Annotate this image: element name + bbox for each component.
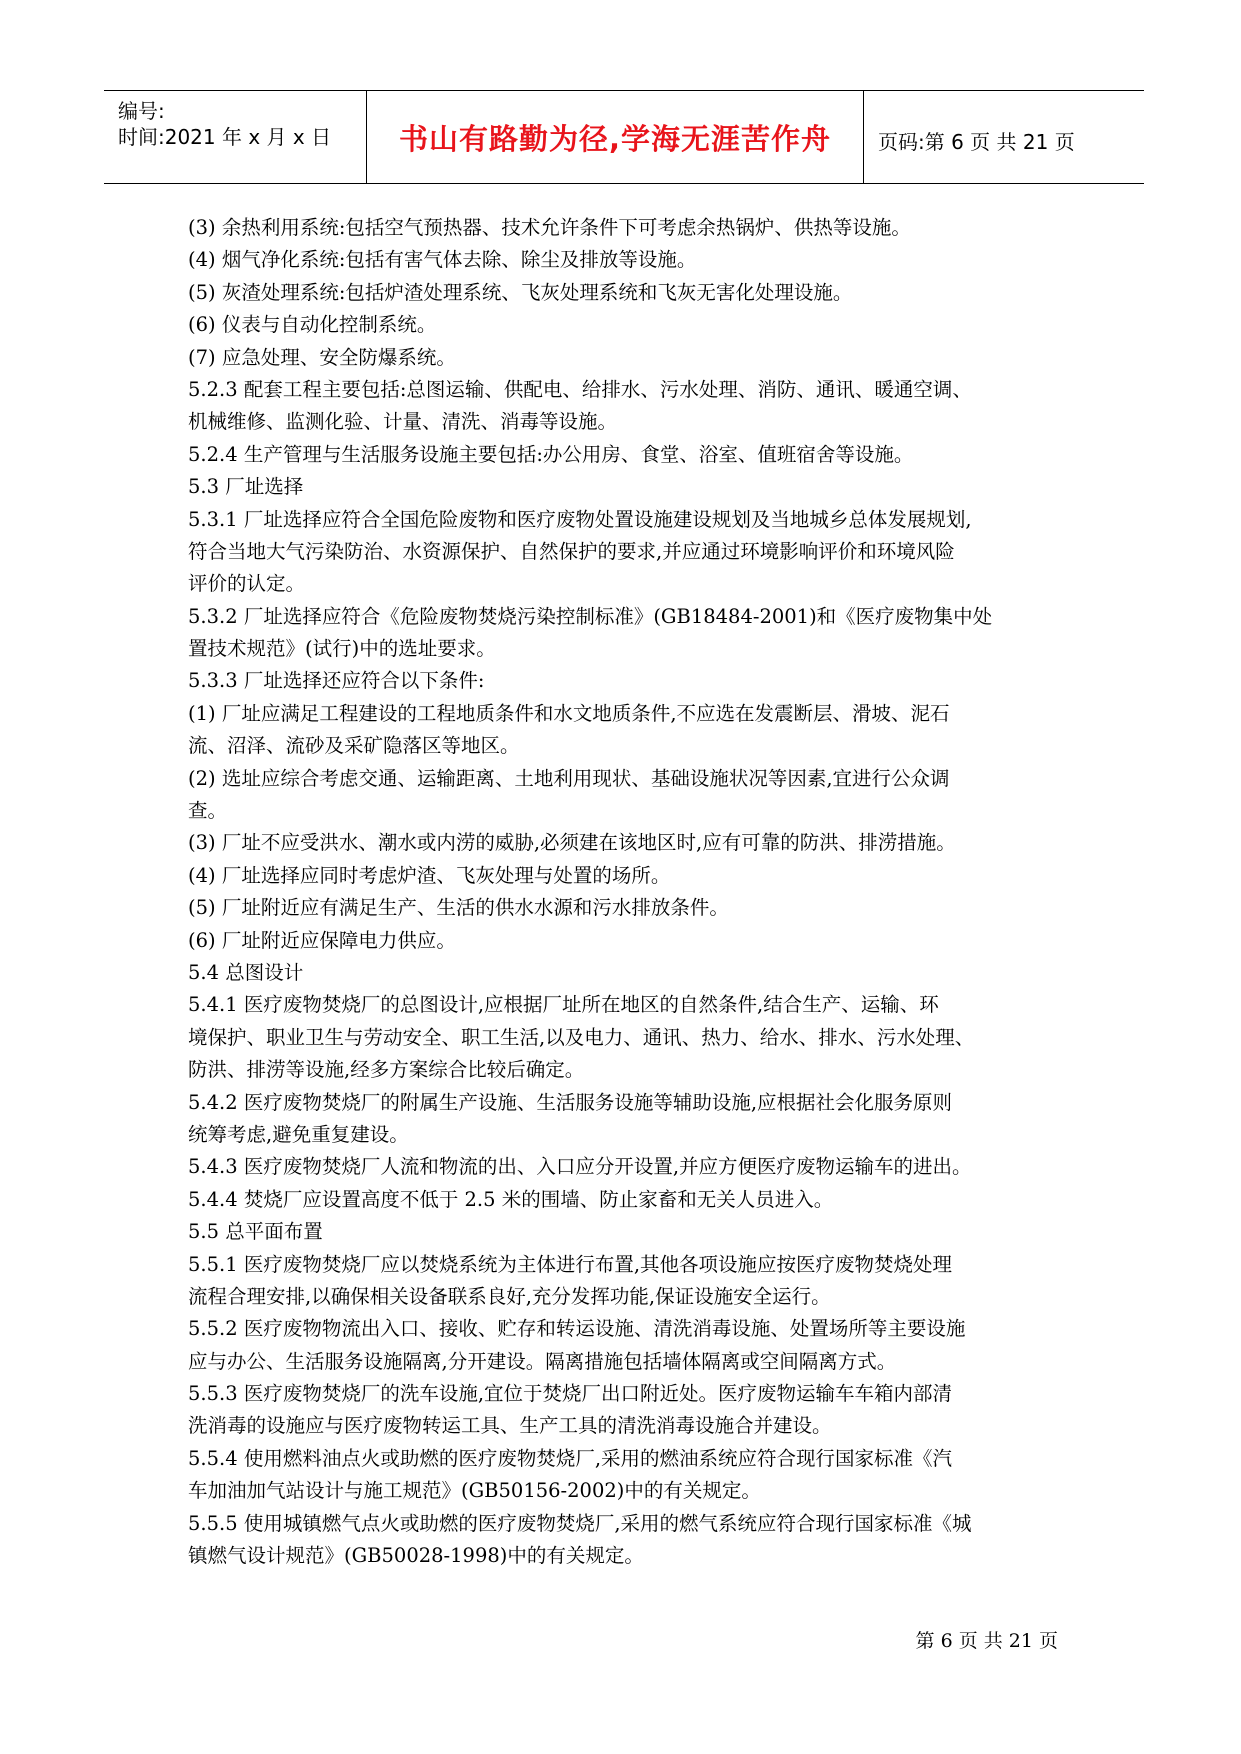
document-time-label: 时间:2021 年 x 月 x 日 xyxy=(118,125,332,149)
text-line: (2) 选址应综合考虑交通、运输距离、土地利用现状、基础设施状况等因素,宜进行公众调 xyxy=(188,766,950,790)
text-line: (7) 应急处理、安全防爆系统。 xyxy=(188,345,456,369)
text-line: (4) 厂址选择应同时考虑炉渣、飞灰处理与处置的场所。 xyxy=(188,863,671,887)
text-line: 5.4.1 医疗废物焚烧厂的总图设计,应根据厂址所在地区的自然条件,结合生产、运输、环 xyxy=(188,993,939,1017)
text-line: 境保护、职业卫生与劳动安全、职工生活,以及电力、通讯、热力、给水、排水、污水处理、 xyxy=(188,1025,975,1049)
text-line: 应与办公、生活服务设施隔离,分开建设。隔离措施包括墙体隔离或空间隔离方式。 xyxy=(188,1349,897,1373)
text-line: 5.4 总图设计 xyxy=(188,960,304,984)
text-line: (6) 仪表与自动化控制系统。 xyxy=(188,313,437,337)
text-line: 5.5 总平面布置 xyxy=(188,1220,323,1244)
document-body xyxy=(188,212,1068,1572)
text-line: 统筹考虑,避免重复建设。 xyxy=(188,1122,409,1146)
text-line: 符合当地大气污染防治、水资源保护、自然保护的要求,并应通过环境影响评价和环境风险 xyxy=(188,539,955,563)
text-line: (1) 厂址应满足工程建设的工程地质条件和水文地质条件,不应选在发震断层、滑坡、泥石 xyxy=(188,701,950,725)
text-line: 洗消毒的设施应与医疗废物转运工具、生产工具的清洗消毒设施合并建设。 xyxy=(188,1414,832,1438)
text-line: 5.5.4 使用燃料油点火或助燃的医疗废物焚烧厂,采用的燃油系统应符合现行国家标准《汽 xyxy=(188,1446,953,1470)
text-line: (6) 厂址附近应保障电力供应。 xyxy=(188,928,456,952)
page-header xyxy=(104,90,1144,184)
text-line: 5.3.1 厂址选择应符合全国危险废物和医疗废物处置设施建设规划及当地城乡总体发展规划, xyxy=(188,507,972,531)
text-line: 5.5.2 医疗废物物流出入口、接收、贮存和转运设施、清洗消毒设施、处置场所等主要设施 xyxy=(188,1317,966,1341)
header-motto: 书山有路勤为径,学海无涯苦作舟 xyxy=(398,122,832,156)
header-left-cell xyxy=(104,91,366,183)
header-page-number: 页码:第 6 页 共 21 页 xyxy=(878,130,1075,154)
text-line: (5) 厂址附近应有满足生产、生活的供水水源和污水排放条件。 xyxy=(188,896,729,920)
text-line: 5.3.3 厂址选择还应符合以下条件: xyxy=(188,669,485,693)
document-number-label: 编号: xyxy=(118,99,165,123)
text-line: 评价的认定。 xyxy=(188,572,306,596)
text-line: 5.2.4 生产管理与生活服务设施主要包括:办公用房、食堂、浴室、值班宿舍等设施。 xyxy=(188,442,914,466)
text-line: 车加油加气站设计与施工规范》(GB50156-2002)中的有关规定。 xyxy=(188,1479,761,1503)
text-line: 流、沼泽、流砂及采矿隐落区等地区。 xyxy=(188,734,520,758)
text-line: 5.4.2 医疗废物焚烧厂的附属生产设施、生活服务设施等辅助设施,应根据社会化服务原则 xyxy=(188,1090,953,1114)
text-line: 5.2.3 配套工程主要包括:总图运输、供配电、给排水、污水处理、消防、通讯、暖通空调、 xyxy=(188,377,972,401)
text-line: (3) 余热利用系统:包括空气预热器、技术允许条件下可考虑余热锅炉、供热等设施。 xyxy=(188,216,911,239)
text-line: 查。 xyxy=(188,799,228,823)
text-line: (3) 厂址不应受洪水、潮水或内涝的威胁,必须建在该地区时,应有可靠的防洪、排涝措施。 xyxy=(188,831,956,855)
text-line: (4) 烟气净化系统:包括有害气体去除、除尘及排放等设施。 xyxy=(188,248,697,272)
text-line: 5.4.3 医疗废物焚烧厂人流和物流的出、入口应分开设置,并应方便医疗废物运输车的进出。 xyxy=(188,1155,972,1179)
text-line: 5.3.2 厂址选择应符合《危险废物焚烧污染控制标准》(GB18484-2001)和《医疗废物集中处 xyxy=(188,604,993,628)
text-line: 5.3 厂址选择 xyxy=(188,475,304,499)
text-line: (5) 灰渣处理系统:包括炉渣处理系统、飞灰处理系统和飞灰无害化处理设施。 xyxy=(188,280,853,304)
text-line: 镇燃气设计规范》(GB50028-1998)中的有关规定。 xyxy=(188,1544,644,1568)
header-middle-cell xyxy=(366,91,864,183)
text-line: 5.5.1 医疗废物焚烧厂应以焚烧系统为主体进行布置,其他各项设施应按医疗废物焚烧处理 xyxy=(188,1252,953,1276)
text-line: 5.5.5 使用城镇燃气点火或助燃的医疗废物焚烧厂,采用的燃气系统应符合现行国家标准《城 xyxy=(188,1511,972,1535)
text-line: 5.5.3 医疗废物焚烧厂的洗车设施,宜位于焚烧厂出口附近处。医疗废物运输车车箱内部清 xyxy=(188,1382,953,1406)
text-line: 机械维修、监测化验、计量、清洗、消毒等设施。 xyxy=(188,410,618,434)
text-line: 置技术规范》(试行)中的选址要求。 xyxy=(188,637,496,661)
text-line: 5.4.4 焚烧厂应设置高度不低于 2.5 米的围墙、防止家畜和无关人员进入。 xyxy=(188,1187,834,1211)
header-right-cell xyxy=(864,91,1144,183)
page-footer: 第 6 页 共 21 页 xyxy=(915,1630,1058,1652)
text-line: 流程合理安排,以确保相关设备联系良好,充分发挥功能,保证设施安全运行。 xyxy=(188,1284,831,1308)
text-line: 防洪、排涝等设施,经多方案综合比较后确定。 xyxy=(188,1058,585,1082)
